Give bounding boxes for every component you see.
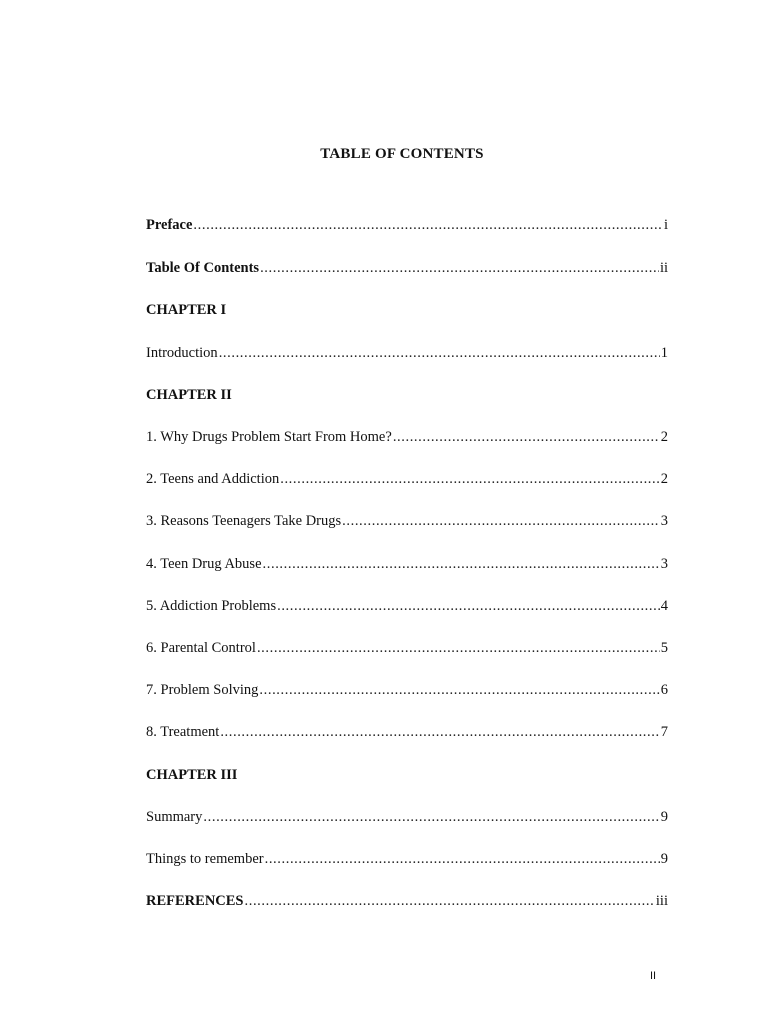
toc-entry-page: ii: [659, 260, 668, 276]
toc-entry-label: Table Of Contents: [146, 260, 260, 276]
toc-entry[interactable]: [146, 427, 668, 447]
toc-entry-page: i: [663, 217, 668, 233]
toc-entry-page: 5: [660, 640, 668, 656]
toc-entry-label: Introduction: [146, 345, 218, 361]
dot-leader: [193, 215, 663, 235]
toc-entry-page: 4: [660, 598, 668, 614]
toc-entry-label: 1. Why Drugs Problem Start From Home?: [146, 429, 392, 445]
toc-entry[interactable]: [146, 638, 668, 658]
toc-entry-label: Things to remember: [146, 851, 264, 867]
chapter-heading: CHAPTER II: [146, 387, 232, 403]
toc-entry[interactable]: [146, 469, 668, 489]
toc-entry-page: 1: [660, 345, 668, 361]
toc-entry-preface[interactable]: [146, 215, 668, 235]
toc-entry-label: REFERENCES: [146, 893, 244, 909]
toc-entry-introduction[interactable]: [146, 343, 668, 363]
dot-leader: [263, 554, 660, 574]
dot-leader: [203, 807, 659, 827]
toc-entry-label: 5. Addiction Problems: [146, 598, 277, 614]
toc-entry-label: 4. Teen Drug Abuse: [146, 556, 262, 572]
toc-entry-label: Summary: [146, 809, 203, 825]
dot-leader: [245, 891, 655, 911]
dot-leader: [220, 722, 659, 742]
chapter-heading: CHAPTER I: [146, 302, 227, 318]
toc-entry-page: 3: [660, 513, 668, 529]
dot-leader: [219, 343, 660, 363]
dot-leader: [265, 849, 660, 869]
dot-leader: [257, 638, 660, 658]
dot-leader: [260, 258, 659, 278]
toc-entry-page: 2: [660, 471, 668, 487]
page-title: TABLE OF CONTENTS: [320, 146, 484, 162]
toc-entry-label: Preface: [146, 217, 193, 233]
toc-entry-page: 2: [660, 429, 668, 445]
page-number: II: [650, 970, 657, 982]
toc-entry[interactable]: [146, 511, 668, 531]
toc-entry-label: 6. Parental Control: [146, 640, 256, 656]
toc-entry-page: 9: [660, 809, 668, 825]
toc-entry-label: 7. Problem Solving: [146, 682, 259, 698]
toc-entry-label: 3. Reasons Teenagers Take Drugs: [146, 513, 342, 529]
toc-entry[interactable]: [146, 680, 668, 700]
dot-leader: [393, 427, 660, 447]
toc-entry-page: 9: [660, 851, 668, 867]
toc-entry[interactable]: [146, 722, 668, 742]
toc-entry-page: 3: [660, 556, 668, 572]
toc-entry[interactable]: [146, 554, 668, 574]
toc-entry-page: iii: [655, 893, 668, 909]
dot-leader: [259, 680, 659, 700]
toc-entry-table-of-contents[interactable]: [146, 258, 668, 278]
toc-entry-label: 2. Teens and Addiction: [146, 471, 280, 487]
toc-entry[interactable]: [146, 807, 668, 827]
toc-entry-references[interactable]: [146, 891, 668, 911]
toc-entry[interactable]: [146, 596, 668, 616]
chapter-heading: CHAPTER III: [146, 767, 238, 783]
toc-entry-label: 8. Treatment: [146, 724, 220, 740]
toc-entry-page: 6: [660, 682, 668, 698]
dot-leader: [342, 511, 660, 531]
toc-entry-page: 7: [660, 724, 668, 740]
toc-entry[interactable]: [146, 849, 668, 869]
dot-leader: [277, 596, 660, 616]
dot-leader: [280, 469, 660, 489]
